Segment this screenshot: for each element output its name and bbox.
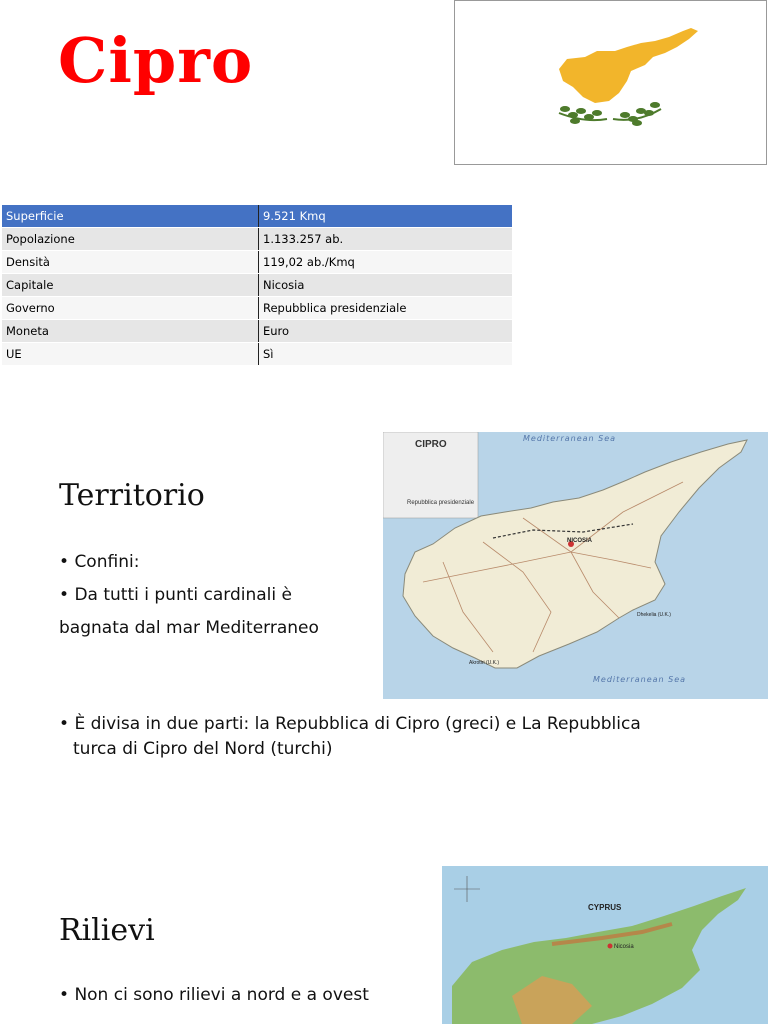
table-cell-value: 1.133.257 ab. (259, 228, 513, 251)
table-cell-value: 119,02 ab./Kmq (259, 251, 513, 274)
table-cell-value: 9.521 Kmq (259, 205, 513, 228)
table-row (2, 297, 512, 320)
territorio-bullet-2: • Da tutti i punti cardinali è (59, 585, 292, 605)
relief-map-title: CYPRUS (588, 903, 622, 912)
rilievi-heading: Rilievi (59, 913, 155, 948)
table-row (2, 343, 512, 366)
page-title: Cipro (58, 24, 254, 97)
bullet-text: È divisa in due parti: la Repubblica di Cipro (greci) e La Repubblica (74, 714, 641, 734)
table-row (2, 205, 512, 228)
cyprus-political-map (383, 432, 768, 699)
rilievi-bullet-1: • Non ci sono rilievi a nord e a ovest (59, 985, 369, 1005)
relief-map-capital-label: Nicosia (614, 944, 634, 950)
table-row (2, 251, 512, 274)
map-sea-label-north: Mediterranean Sea (523, 434, 617, 443)
facts-table (2, 205, 512, 366)
table-row (2, 274, 512, 297)
table-cell-value: Repubblica presidenziale (259, 297, 513, 320)
map-dhekelia-label: Dhekelia (U.K.) (637, 612, 671, 618)
table-cell-label: Capitale (2, 274, 259, 297)
bullet-text: Da tutti i punti cardinali è (74, 585, 292, 605)
cyprus-flag (454, 0, 767, 165)
map-akrotiri-label: Akrotiri (U.K.) (469, 660, 499, 666)
territorio-bullet-3: • È divisa in due parti: la Repubblica di Cipro (greci) e La Repubblica (59, 714, 641, 734)
territorio-heading: Territorio (59, 478, 205, 513)
table-cell-value: Euro (259, 320, 513, 343)
cyprus-relief-map (442, 866, 768, 1024)
bullet-text: Non ci sono rilievi a nord e a ovest (74, 985, 369, 1005)
map-capital-label: NICOSIA (567, 538, 593, 544)
map-title: CIPRO (415, 439, 447, 450)
table-row (2, 320, 512, 343)
map-sea-label-south: Mediterranean Sea (593, 675, 687, 684)
bullet-text: Confini: (74, 552, 140, 572)
table-cell-label: Moneta (2, 320, 259, 343)
table-cell-label: Superficie (2, 205, 259, 228)
relief-map-capital-marker (608, 944, 613, 949)
table-cell-label: UE (2, 343, 259, 366)
territorio-bullet-2-continuation: bagnata dal mar Mediterraneo (59, 618, 319, 638)
table-cell-label: Governo (2, 297, 259, 320)
territorio-bullet-3-continuation: turca di Cipro del Nord (turchi) (73, 739, 333, 759)
table-row (2, 228, 512, 251)
table-cell-value: Sì (259, 343, 513, 366)
table-cell-label: Popolazione (2, 228, 259, 251)
map-legend: Repubblica presidenziale (407, 500, 475, 506)
flag-graphic (455, 1, 766, 164)
table-cell-value: Nicosia (259, 274, 513, 297)
territorio-bullet-1: • Confini: (59, 552, 140, 572)
table-cell-label: Densità (2, 251, 259, 274)
